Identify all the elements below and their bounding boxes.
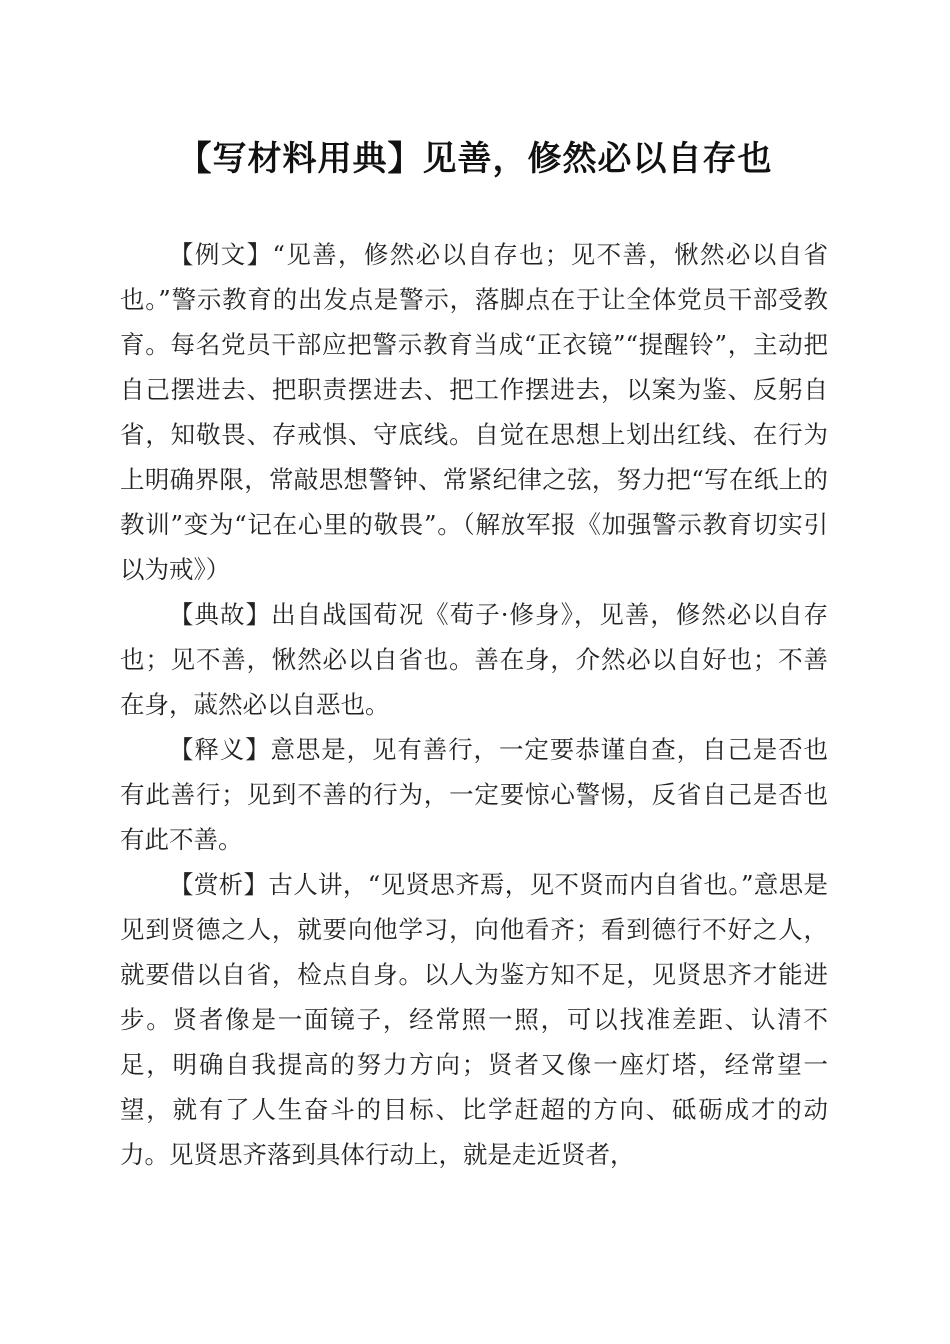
paragraph-appreciation: 【赏析】古人讲，“见贤思齐焉，见不贤而内自省也。”意思是见到贤德之人，就要向他学习，向他看齐；看到德行不好之人，就要借以自省，检点自身。以人为鉴方知不足，见贤思齐才能进步。贤者像是一面镜子，经常照一照，可以找准差距、认清不足，明确自我提高的努力方向；贤者又像一座灯塔，经常望一望，就有了人生奋斗的目标、比学赶超的方向、砥砺成才的动力。见贤思齐落到具体行动上，就是走近贤者，	[120, 870, 828, 1169]
paragraph-example: 【例文】“见善，修然必以自存也；见不善，愀然必以自省也。”警示教育的出发点是警示，落脚点在于让全体党员干部受教育。每名党员干部应把警示教育当成“正衣镜”“提醒铃”，主动把自己摆进去、把职责摆进去、把工作摆进去，以案为鉴、反躬自省，知敬畏、存戒惧、守底线。自觉在思想上划出红线、在行为上明确界限，常敲思想警钟、常紧纪律之弦，努力把“写在纸上的教训”变为“记在心里的敬畏”。（解放军报《加强警示教育切实引以为戒》）	[120, 240, 828, 584]
document-body	[120, 232, 828, 1177]
page-title: 【写材料用典】见善，修然必以自存也	[177, 139, 773, 179]
paragraph-allusion: 【典故】出自战国荀况《荀子·修身》，见善，修然必以自存也；见不善，愀然必以自省也。善在身，介然必以自好也；不善在身，𦸗然必以自恶也。	[120, 600, 828, 719]
paragraph-interpretation: 【释义】意思是，见有善行，一定要恭谨自查，自己是否也有此善行；见到不善的行为，一定要惊心警惕，反省自己是否也有此不善。	[120, 735, 828, 854]
